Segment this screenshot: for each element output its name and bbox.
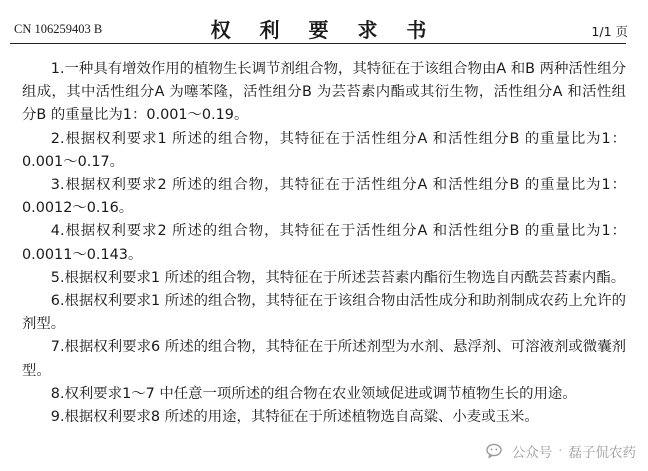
watermark-account: 磊子侃农药: [568, 445, 636, 461]
claims-body: [22, 58, 626, 429]
watermark-prefix: 公众号: [511, 445, 553, 461]
claim-3: 3.根据权利要求2 所述的组合物，其特征在于活性组分A 和活性组分B 的重量比为1：0.0012～0.16。: [22, 177, 626, 217]
page-number: 1/1 页: [591, 24, 628, 39]
claim-4: 4.根据权利要求2 所述的组合物，其特征在于活性组分A 和活性组分B 的重量比为1：0.0011～0.143。: [22, 223, 626, 263]
claim-1: 1.一种具有增效作用的植物生长调节剂组合物，其特征在于该组合物由A 和B 两种活性组分组成，其中活性组分A 为噻苯隆，活性组分B 为芸苔素内酯或其衍生物，活性组分A 和活性组分B 的重量比为1：0.001～0.19。: [22, 61, 626, 124]
wechat-watermark: [486, 441, 636, 461]
claim-8: 8.权利要求1～7 中任意一项所述的组合物在农业领域促进或调节植物生长的用途。: [50, 385, 577, 402]
claim-2: 2.根据权利要求1 所述的组合物，其特征在于活性组分A 和活性组分B 的重量比为1：0.001～0.17。: [22, 130, 626, 170]
document-title: 权 利 要 求 书: [210, 18, 438, 42]
claim-5: 5.根据权利要求1 所述的组合物，其特征在于所述芸苔素内酯衍生物选自丙酰芸苔素内酯。: [50, 269, 626, 286]
watermark-separator: ·: [558, 443, 563, 459]
patent-number: CN 106259403 B: [14, 22, 103, 36]
wechat-icon: [486, 443, 506, 459]
header-divider: [10, 43, 626, 44]
claim-9: 9.根据权利要求8 所述的用途，其特征在于所述植物选自高粱、小麦或玉米。: [50, 409, 539, 426]
claim-7: 7.根据权利要求6 所述的组合物，其特征在于所述剂型为水剂、悬浮剂、可溶液剂或微囊剂型。: [22, 339, 626, 379]
claim-6: 6.根据权利要求1 所述的组合物，其特征在于该组合物由活性成分和助剂制成农药上允许的剂型。: [22, 293, 626, 333]
document-header: [0, 0, 648, 44]
